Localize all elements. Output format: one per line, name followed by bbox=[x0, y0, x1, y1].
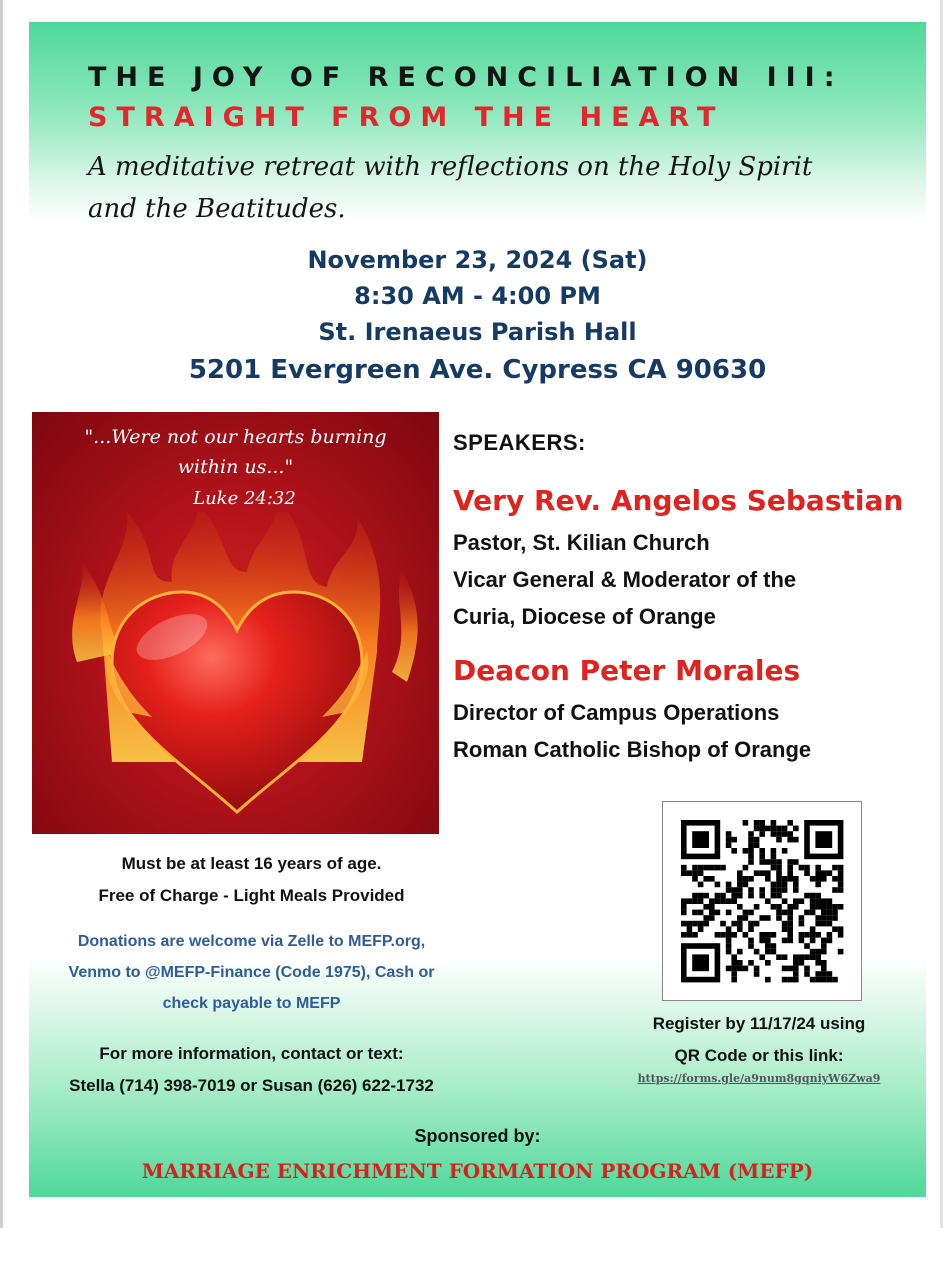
speaker-2-title-line: Roman Catholic Bishop of Orange bbox=[453, 737, 812, 762]
sponsored-by-label: Sponsored by: bbox=[414, 1126, 541, 1146]
donations-line: Venmo to @MEFP-Finance (Code 1975), Cash or bbox=[68, 964, 435, 981]
title-line-1: THE JOY OF RECONCILIATION III: bbox=[88, 62, 844, 93]
qr-code-icon bbox=[663, 802, 861, 1000]
cost-note: Free of Charge - Light Meals Provided bbox=[98, 886, 405, 905]
speaker-2-title-line: Director of Campus Operations bbox=[453, 700, 780, 725]
requirements bbox=[69, 848, 434, 912]
donations-info bbox=[59, 926, 444, 1019]
quote bbox=[32, 422, 439, 482]
event-details bbox=[29, 242, 926, 390]
qr-code[interactable] bbox=[662, 801, 862, 1001]
flaming-heart-icon bbox=[32, 512, 439, 834]
quote-reference: Luke 24:32 bbox=[193, 488, 296, 509]
speakers-heading: SPEAKERS: bbox=[453, 430, 586, 455]
event-date: November 23, 2024 (Sat) bbox=[307, 246, 648, 274]
registration-link[interactable]: https://forms.gle/a9num8gqniyW6Zwa9 bbox=[637, 1072, 881, 1085]
quote-line-1: "...Were not our hearts burning bbox=[84, 426, 387, 448]
subtitle-line-1: A meditative retreat with reflections on the Holy Spirit bbox=[88, 152, 813, 182]
event-address: 5201 Evergreen Ave. Cypress CA 90630 bbox=[188, 355, 767, 385]
speaker-1-name: Very Rev. Angelos Sebastian bbox=[453, 484, 904, 517]
subtitle-line-2: and the Beatitudes. bbox=[88, 194, 346, 224]
event-time: 8:30 AM - 4:00 PM bbox=[354, 282, 601, 310]
contact-line: For more information, contact or text: bbox=[99, 1044, 404, 1063]
speaker-1-title-line: Vicar General & Moderator of the bbox=[453, 567, 797, 592]
speaker-2-name: Deacon Peter Morales bbox=[453, 654, 801, 687]
contact-phones: Stella (714) 398-7019 or Susan (626) 622-1732 bbox=[69, 1076, 434, 1095]
flaming-heart-image bbox=[32, 412, 439, 834]
donations-line: check payable to MEFP bbox=[162, 995, 341, 1012]
quote-line-2: within us..." bbox=[177, 456, 294, 478]
register-method: QR Code or this link: bbox=[674, 1046, 844, 1065]
speaker-1-titles bbox=[453, 524, 796, 635]
contact-info bbox=[59, 1038, 444, 1102]
speaker-1-title-line: Curia, Diocese of Orange bbox=[453, 604, 716, 629]
donations-line: Donations are welcome via Zelle to MEFP.org, bbox=[77, 933, 426, 950]
registration-info bbox=[609, 1008, 909, 1072]
event-venue: St. Irenaeus Parish Hall bbox=[318, 318, 637, 346]
left-border bbox=[0, 0, 3, 1228]
speaker-1-title-line: Pastor, St. Kilian Church bbox=[453, 530, 710, 555]
subtitle bbox=[88, 146, 888, 230]
sponsor-name: MARRIAGE ENRICHMENT FORMATION PROGRAM (MEFP) bbox=[141, 1159, 814, 1183]
title-line-2: STRAIGHT FROM THE HEART bbox=[88, 102, 725, 133]
register-deadline: Register by 11/17/24 using bbox=[652, 1014, 866, 1033]
flyer bbox=[29, 22, 926, 1197]
speaker-2-titles bbox=[453, 694, 811, 768]
age-requirement: Must be at least 16 years of age. bbox=[121, 854, 382, 873]
